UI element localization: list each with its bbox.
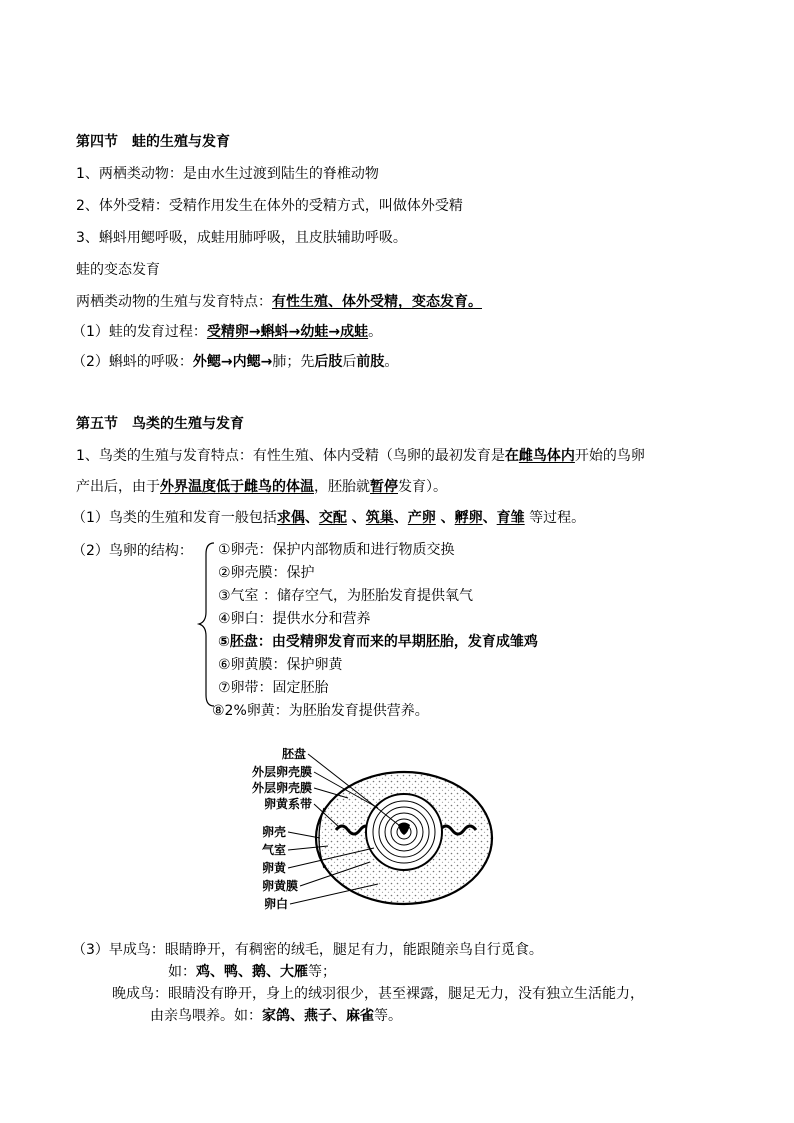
s4-line2: 2、体外受精：受精作用发生在体外的受精方式，叫做体外受精	[76, 198, 463, 214]
s4-line6-key: 受精卵→蝌蚪→幼蛙→成蛙	[206, 324, 369, 340]
s5-line3-lead: （1）鸟类的生殖和发育一般包括	[72, 510, 277, 526]
s5-line6	[168, 962, 336, 982]
label-air-cell: 气室	[261, 843, 286, 857]
s5-line7: 晚成鸟：眼睛没有睁开，身上的绒羽很少，甚至裸露，腿足无力，没有独立生活能力，	[112, 986, 644, 1002]
label-germinal-disc: 胚盘	[281, 747, 306, 761]
s4-line6-end: 。	[368, 324, 383, 340]
s5-line1	[76, 446, 645, 466]
label-yolk-membrane: 卵黄膜	[261, 879, 298, 893]
s4-line5-key: 有性生殖、体外受精，变态发育。	[272, 294, 482, 310]
structure-item-1: ①卵壳：保护内部物质和进行物质交换	[218, 542, 455, 558]
s5-line8-end: 等。	[374, 1008, 402, 1024]
s5-line1-a: 1、鸟类的生殖与发育特点：有性生殖、体内受精（鸟卵的最初发育是	[76, 448, 505, 464]
s4-line7-a: 外鳃→内鳃→	[192, 354, 273, 370]
s5-line5: （3）早成鸟：眼睛睁开，有稠密的绒毛，腿足有力，能跟随亲鸟自行觅食。	[72, 942, 543, 958]
s5-item-rearing: 育雏	[496, 510, 525, 526]
s4-line6	[72, 322, 382, 342]
s5-item-courtship: 求偶	[276, 510, 305, 526]
label-albumen: 卵白	[263, 897, 288, 911]
structure-item-2: ②卵壳膜：保护	[218, 565, 315, 581]
structure-item-6: ⑥卵黄膜：保护卵黄	[218, 657, 343, 673]
s5-line1-d: 开始的鸟卵	[574, 448, 645, 464]
s4-line7	[72, 352, 398, 372]
s4-line5-lead: 两栖类动物的生殖与发育特点：	[76, 294, 272, 310]
s4-line4: 蛙的变态发育	[76, 262, 160, 278]
s5-line8	[150, 1006, 402, 1026]
s5-line6-key: 鸡、鸭、鹅、大雁	[196, 964, 308, 980]
s5-item-mating: 交配	[318, 510, 347, 526]
structure-brace	[196, 540, 220, 710]
structure-item-8: ⑧2%卵黄：为胚胎发育提供营养。	[212, 703, 429, 719]
s5-line1-c: 雌鸟体内	[518, 448, 575, 464]
s4-line7-e: 前肢	[356, 354, 385, 370]
egg-diagram	[228, 738, 498, 920]
s4-line1: 1、两栖类动物：是由水生过渡到陆生的脊椎动物	[76, 166, 379, 182]
s5-line6-lead: 如：	[168, 964, 196, 980]
label-chalaza: 卵黄系带	[263, 797, 312, 811]
s4-line7-b: 肺；先	[272, 354, 315, 370]
label-yolk: 卵黄	[261, 861, 286, 875]
s5-line1-b: 在	[504, 448, 519, 464]
s5-item-nesting: 筑巢	[365, 510, 394, 526]
s5-line2	[76, 477, 447, 497]
structure-item-5: ⑤胚盘：由受精卵发育而来的早期胚胎，发育成雏鸡	[218, 634, 538, 650]
section4-title: 第四节 蛙的生殖与发育	[76, 134, 230, 150]
label-shell: 卵壳	[261, 825, 286, 839]
s5-line8-lead: 由亲鸟喂养。如：	[150, 1008, 262, 1024]
structure-item-3: ③气室 ：储存空气，为胚胎发育提供氧气	[218, 588, 473, 604]
s4-line6-lead: （1）蛙的发育过程：	[72, 324, 207, 340]
structure-item-4: ④卵白：提供水分和营养	[218, 611, 371, 627]
s5-line8-key: 家鸽、燕子、麻雀	[262, 1008, 374, 1024]
s5-item-incubating: 孵卵	[454, 510, 483, 526]
s4-line7-d: 后	[342, 354, 357, 370]
s5-item-laying: 产卵	[407, 510, 436, 526]
s5-line2-c: ，胚胎就	[314, 479, 370, 495]
section5-title: 第五节 鸟类的生殖与发育	[76, 416, 244, 432]
s5-line2-b: 外界温度低于雌鸟的体温	[160, 479, 314, 495]
s5-line2-d: 暂停	[370, 479, 398, 495]
s4-line7-lead: （2）蝌蚪的呼吸：	[72, 354, 193, 370]
s4-line5	[76, 292, 482, 312]
s4-line7-c: 后肢	[314, 354, 343, 370]
structure-item-7: ⑦卵带：固定胚胎	[218, 680, 329, 696]
s5-line6-end: 等；	[308, 964, 336, 980]
s4-line7-f: 。	[384, 354, 399, 370]
s5-line3-end: 等过程。	[529, 510, 586, 526]
s5-line2-e: 发育）。	[398, 479, 447, 495]
s5-line3: （1）鸟类的生殖和发育一般包括求偶、交配 、筑巢、产卵 、孵卵、育雏 等过程。	[72, 510, 586, 526]
label-outer-membrane-2: 外层卵壳膜	[251, 781, 312, 795]
label-outer-membrane-1: 外层卵壳膜	[251, 765, 312, 779]
s4-line3: 3、蝌蚪用鳃呼吸，成蛙用肺呼吸，且皮肤辅助呼吸。	[76, 230, 407, 246]
s5-line2-a: 产出后，由于	[76, 479, 160, 495]
s5-line4: （2）鸟卵的结构：	[72, 543, 193, 559]
